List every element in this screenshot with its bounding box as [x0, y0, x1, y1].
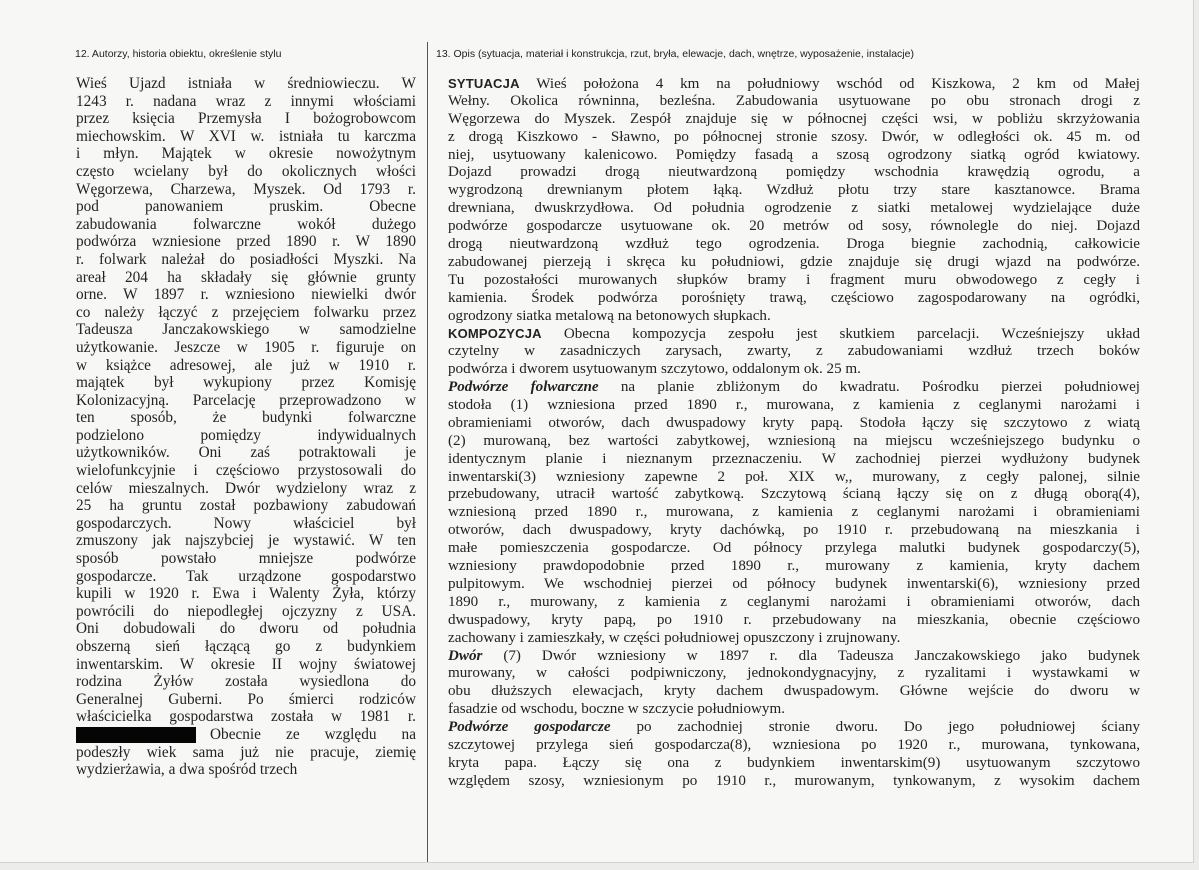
text-line: 25 ha gruntu został pozbawiony zabudowań — [76, 497, 416, 515]
subsection-heading-podworze-gospodarcze: Podwórze gospodarcze — [448, 719, 611, 736]
text-line: (2) murowaną, bez wartości zabytkowej, wzniesioną na miejscu wcześniejszego budynku o — [448, 432, 1140, 449]
text-line: murowany, w całości podpiwniczony, jednokondygnacyjny, z ryzalitami i wystawkami w — [448, 665, 1140, 682]
text-line: obszerną sień łączącą go z budynkiem — [76, 638, 416, 655]
text-line: inwentarski(3) wzniesiony zapewne 2 poł. XIX w,, murowany, z cegły palonej, silnie — [448, 468, 1140, 485]
text-line: orne. W 1897 r. wzniesiono niewielki dwór — [76, 286, 416, 304]
text-line: Tu pozostałości murowanych słupków bramy i fragment muru obwodowego z cegły i — [448, 271, 1140, 288]
text-line: zabudowanej pierzeją i skręca ku południowi, gdzie znajduje się drugi wjazd na podwórze. — [448, 253, 1140, 270]
text-line: zabudowania folwarczne wokół dużego — [76, 215, 416, 233]
text-line: otworów, dach dwuspadowy, kryty dachówką, po 1910 r. przebudowaną na mieszkania i — [448, 522, 1140, 539]
text-line: szczytowej przylega sień gospodarcza(8), wzniesiona po 1920 r., murowana, tynkowana, — [448, 736, 1140, 753]
text-line: podzielono pomiędzy indywidualnych — [76, 426, 416, 444]
text-line: r. folwark należał do posiadłości Myszki. Na — [76, 250, 416, 268]
left-column-header: 12. Autorzy, historia obiektu, określenie stylu — [75, 48, 282, 60]
description-text-column — [448, 75, 1140, 791]
text-line: przez księcia Przemysła I bożogrobowcom — [76, 110, 416, 128]
text-line-content: po zachodniej stronie dworu. Do jego południowej ściany — [636, 719, 1140, 736]
text-line: przebudowany, utracił wartość zabytkową. Szczytową ścianą łączy się on z długą oborą(4), — [448, 486, 1140, 503]
text-line: ten sposób, że budynki folwarczne — [76, 409, 416, 427]
column-divider — [427, 42, 428, 862]
text-line: podwórza wzniesione przed 1890 r. W 1890 — [76, 233, 416, 251]
text-line: wydzierżawia, a dwa spośród trzech — [76, 761, 298, 779]
text-line: inwentarskim. W okresie II wojny światowej — [76, 655, 416, 673]
text-line: zachowany i zamieszkały, w części południowej opuszczony i zrujnowany. — [448, 629, 901, 646]
subsection-heading-dwor: Dwór — [448, 647, 483, 664]
text-line-content: Obecnie ze względu na — [210, 725, 416, 743]
text-line — [448, 379, 1140, 397]
text-line: pulpitowym. We wschodniej pierzei od północy budynek inwentarski(6), wzniesiony przed — [448, 575, 1140, 592]
section-heading-sytuacja: SYTUACJA — [448, 76, 520, 91]
text-line: drogą nieutwardzoną wzdłuż tego ogrodzenia. Droga biegnie zachodnią, całkowicie — [448, 236, 1140, 253]
text-line: i młyn. Majątek w okresie nowożytnym — [76, 145, 416, 163]
subsection-heading-podworze-folwarczne: Podwórze folwarczne — [448, 379, 599, 396]
text-line: Generalnej Guberni. Po śmierci rodziców — [76, 690, 416, 708]
text-line: podwórze gospodarcze usytuowane ok. 20 metrów od sosy, równolegle do niej. Dojazd — [448, 218, 1140, 235]
text-line: identycznym planie i nieznanym przeznaczeniu. W zachodniej pierzei wydłużony budynek — [448, 450, 1140, 467]
text-line: czytelny w zasadniczych zarysach, zwarty, z zabudowaniami wzdłuż trzech boków — [448, 343, 1140, 360]
section-heading-kompozycja: KOMPOZYCJA — [448, 326, 542, 342]
text-line: kupili w 1920 r. Ewa i Walenty Żyła, którzy — [76, 585, 416, 603]
text-line-content: na planie zbliżonym do kwadratu. Pośrodku pierzei południowej — [620, 379, 1140, 396]
text-line: podeszły wiek sama już nie pracuje, ziemię — [76, 743, 416, 761]
text-line: często wcielany był do okolicznych włości — [76, 162, 416, 180]
right-column-header: 13. Opis (sytuacja, materiał i konstrukcja, rzut, bryła, elewacje, dach, wnętrze, wyposażenie, instalacje) — [436, 48, 914, 60]
redaction-bar — [76, 727, 196, 743]
text-line: fasadzie od wschodu, boczne w szczycie południowym. — [448, 701, 785, 718]
text-line: areał 204 ha składały się głównie grunty — [76, 268, 416, 286]
text-line: względem szosy, wzniesionym po 1910 r., murowanym, tynkowanym, z wysokim dachem — [448, 772, 1140, 789]
text-line — [448, 719, 1140, 737]
text-line: użytkowanie. Jeszcze w 1905 r. figuruje on — [76, 338, 416, 356]
text-line: małe pomieszczenia gospodarcze. Od północy przylega malutki budynek gospodarczy(5), — [448, 540, 1140, 557]
text-line: właścicielka gospodarstwa została w 1981 r. — [76, 708, 416, 726]
text-line: kryta papa. Łączy się ona z budynkiem inwentarskim(9) usytuowanym szczytowo — [448, 754, 1140, 771]
text-line: użytkowników. Oni zaś potraktowali je — [76, 444, 416, 462]
text-line-content: Wieś położona 4 km na południowy wschód od Kiszkowa, 2 km od Małej — [536, 76, 1140, 92]
text-line: 1890 r., murowany, z kamienia z ceglanymi narożami i obramieniami otworów, dach — [448, 593, 1140, 610]
text-line: sposób powstało mniejsze podwórze — [76, 550, 416, 568]
text-line: z drogą Kiszkowo - Sławno, po północnej stronie szosy. Dwór, w odległości ok. 45 m. od — [448, 128, 1140, 145]
text-line-content: (7) Dwór wzniesiony w 1897 r. dla Tadeusza Janczakowskiego jako budynek — [503, 647, 1140, 664]
text-line: stodoła (1) wzniesiona przed 1890 r., murowana, z kamienia z ceglanymi narożami i — [448, 397, 1140, 414]
text-line: powrócili do niepodległej ojczyzny z USA. — [76, 602, 416, 620]
text-line: Węgorzewa, Charzewa, Myszek. Od 1793 r. — [76, 180, 416, 198]
text-line — [448, 648, 1140, 666]
text-line: Wieś Ujazd istniała w średniowieczu. W — [76, 75, 416, 92]
text-line: miechowskim. W XVI w. istniała tu karczma — [76, 127, 416, 145]
text-line — [448, 75, 1140, 93]
text-line: Węgorzewa do Myszek. Zespół znajduje się w północnej części wsi, w pobliżu skrzyżowania — [448, 110, 1140, 127]
text-line: w książce adresowej, ale już w 1910 r. — [76, 356, 416, 374]
text-line: gospodarczych. Nowy właściciel był — [76, 514, 416, 532]
text-line: Tadeusza Janczakowskiego w samodzielne — [76, 321, 416, 339]
text-line: niej, usytuowany kalenicowo. Pomiędzy fasadą a szosą ogrodzony siatką ogród kwiatowy. — [448, 146, 1140, 163]
text-line — [448, 325, 1140, 343]
text-line: drewniana, dwuskrzydłowa. Od południa ogrodzenie z siatki metalowej wydzielające duże — [448, 200, 1140, 217]
text-line: wzniesioną przed 1890 r., murowana, z kamienia z ceglanymi narożami i obramieniami — [448, 504, 1140, 521]
text-line: co należy łączyć z przejęciem folwarku przez — [76, 303, 416, 321]
text-line: dwuspadowy, kryty papą, po 1910 r. przebudowany na mieszkania, obecnie częściowo — [448, 611, 1140, 628]
history-text-column — [76, 75, 416, 779]
text-line: majątek był wykupiony przez Komisję — [76, 374, 416, 392]
text-line: pod panowaniem pruskim. Obecne — [76, 198, 416, 216]
text-line: wzniesiony prawdopodobnie przed 1890 r., murowany z kamienia, kryty dachem — [448, 558, 1140, 575]
text-line: 1243 r. nadana wraz z innymi włościami — [76, 92, 416, 110]
text-line-content: Obecna kompozycja zespołu jest skutkiem parcelacji. Wcześniejszy układ — [563, 326, 1140, 343]
text-line: ogrodzony siatka metalową na betonowych słupkach. — [448, 307, 771, 324]
text-line: Oni dobudowali do dworu od południa — [76, 620, 416, 638]
text-line: celów mieszalnych. Dwór wydzielony wraz z — [76, 479, 416, 497]
text-line: obu dłuższych elewacjach, kryty dachem dwuspadowym. Główne wejście do dworu w — [448, 683, 1140, 700]
text-line: wygrodzoną drewnianym płotem łąką. Wzdłuż płotu trzy stare kasztanowce. Brama — [448, 182, 1140, 199]
text-line: Dojazd prowadzi drogą nieutwardzoną pomiędzy wschodnia krawędzią ogrodu, a — [448, 164, 1140, 181]
text-line: gospodarcze. Tak urządzone gospodarstwo — [76, 567, 416, 585]
redacted-line — [76, 726, 416, 744]
text-line: podwórza i dworem usytuowanym szczytowo, oddalonym ok. 25 m. — [448, 361, 861, 378]
text-line: wielofunkcyjnie i częściowo przystosowali do — [76, 462, 416, 480]
text-line: zmuszony jak najszybciej je wystawić. W ten — [76, 532, 416, 550]
text-line: kamienia. Środek podwórza porośnięty trawą, częściowo zagospodarowany na ogródki, — [448, 289, 1140, 306]
text-line: obramieniami otworów, dach dwuspadowy kryty papą. Stodoła łączy się szczytowo z wiatą — [448, 414, 1140, 431]
text-line: rodzina Żyłów została wysiedlona do — [76, 673, 416, 691]
text-line: Wełny. Okolica równinna, bezleśna. Zabudowania usytuowane po obu stronach drogi z — [448, 92, 1140, 109]
text-line: Kolonizacyjną. Parcelację przeprowadzono w — [76, 391, 416, 409]
